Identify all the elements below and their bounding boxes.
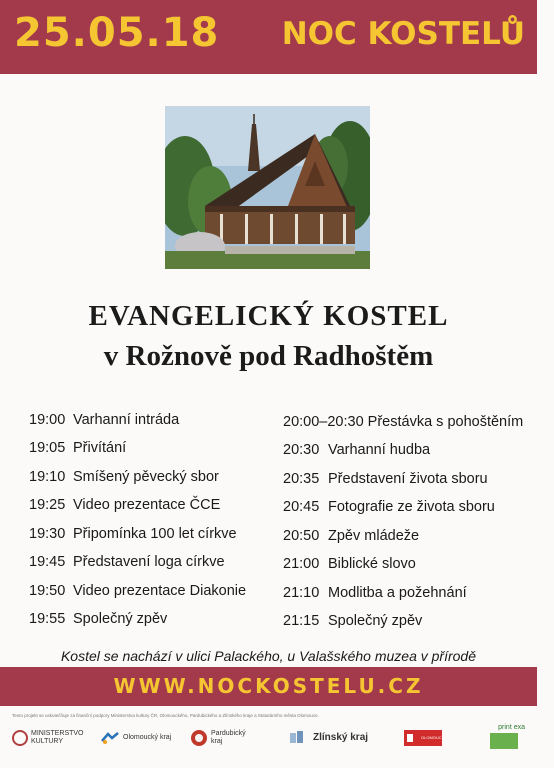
olomouc-label: OLOMOUC: [421, 735, 442, 740]
schedule-time: 19:00: [29, 412, 66, 428]
olomoucky-kraj-logo: [100, 724, 171, 752]
schedule-item: [29, 583, 246, 599]
print-exa-label: print exa: [498, 724, 525, 731]
schedule-time: 19:30: [29, 526, 66, 542]
schedule-item: [283, 499, 495, 515]
schedule-item: [29, 526, 237, 542]
schedule-time: 20:50: [283, 528, 320, 544]
pardubicky-kraj-logo: [190, 724, 246, 752]
schedule-item: [283, 613, 422, 629]
schedule-time: 19:25: [29, 497, 66, 513]
ministry-logo: [12, 724, 84, 752]
zlinsky-kraj-logo: [290, 724, 368, 752]
website-link[interactable]: WWW.NOCKOSTELU.CZ: [113, 674, 424, 698]
schedule-item: [29, 412, 179, 428]
header-band: [0, 0, 537, 74]
schedule-item: [29, 554, 225, 570]
church-location: v Rožnově pod Radhoštěm: [103, 340, 434, 372]
schedule-label: Varhanní intráda: [73, 412, 180, 428]
schedule-label: Přivítání: [73, 440, 127, 456]
schedule-item: [283, 585, 467, 601]
schedule-label: Představení života sboru: [328, 471, 488, 487]
church-name: EVANGELICKÝ KOSTEL: [88, 300, 449, 332]
schedule-time: 20:35: [283, 471, 320, 487]
schedule-item: [29, 440, 126, 456]
schedule-label: Představení loga církve: [73, 554, 225, 570]
ministry-label: MINISTERSTVO KULTURY: [31, 730, 84, 745]
schedule-label: Zpěv mládeže: [328, 528, 420, 544]
schedule-label: Fotografie ze života sboru: [328, 499, 495, 515]
schedule-time: 20:45: [283, 499, 320, 515]
schedule-label: Video prezentace Diakonie: [73, 583, 247, 599]
pardubicky-kraj-label: Pardubický kraj: [211, 730, 246, 745]
schedule-item: [283, 414, 523, 430]
schedule-time: 21:15: [283, 613, 320, 629]
schedule-label: Smíšený pěvecký sbor: [73, 469, 219, 485]
zlinsky-kraj-icon: [290, 731, 310, 745]
olomouc-logo: [404, 724, 442, 752]
fine-print: Tento projekt se uskutečňuje za finanční podpory Ministerstva kultury ČR, Olomouckého, Pardubického a Zlínského kraje a Statutárního města Olomouce.: [12, 713, 319, 718]
olomoucky-kraj-icon: [100, 731, 120, 745]
schedule-item: [29, 469, 219, 485]
footer-band: [0, 667, 537, 706]
schedule-item: [29, 611, 167, 627]
schedule-item: [283, 442, 430, 458]
schedule-time: 19:10: [29, 469, 66, 485]
schedule-time: 21:00: [283, 556, 320, 572]
schedule-item: [283, 528, 419, 544]
event-date: 25.05.18: [14, 10, 220, 56]
wooden-church-photo: [165, 106, 370, 269]
schedule-label: Biblické slovo: [328, 556, 416, 572]
church-photo: [165, 106, 370, 269]
schedule-label: Modlitba a požehnání: [328, 585, 467, 601]
schedule-label: Varhanní hudba: [328, 442, 431, 458]
schedule-label: Společný zpěv: [328, 613, 423, 629]
pardubicky-kraj-icon: [190, 729, 208, 747]
schedule-label: 20:00–20:30 Přestávka s pohoštěním: [283, 414, 524, 430]
schedule-time: 19:50: [29, 583, 66, 599]
olomoucky-kraj-label: Olomoucký kraj: [123, 734, 172, 741]
schedule-item: [29, 497, 220, 513]
schedule-label: Společný zpěv: [73, 611, 168, 627]
schedule-label: Připomínka 100 let církve: [73, 526, 237, 542]
schedule-time: 19:55: [29, 611, 66, 627]
zlinsky-kraj-label: Zlínský kraj: [313, 732, 369, 743]
location-note: Kostel se nachází v ulici Palackého, u Valašského muzea v přírodě: [60, 648, 477, 664]
schedule-time: 21:10: [283, 585, 320, 601]
schedule-time: 19:45: [29, 554, 66, 570]
schedule-time: 20:30: [283, 442, 320, 458]
ministry-emblem-icon: [12, 730, 28, 746]
schedule-item: [283, 556, 416, 572]
schedule-item: [283, 471, 488, 487]
print-exa-logo: [490, 724, 525, 752]
event-name: NOC KOSTELŮ: [281, 16, 525, 52]
schedule-label: Video prezentace ČCE: [73, 497, 221, 513]
schedule-time: 19:05: [29, 440, 66, 456]
